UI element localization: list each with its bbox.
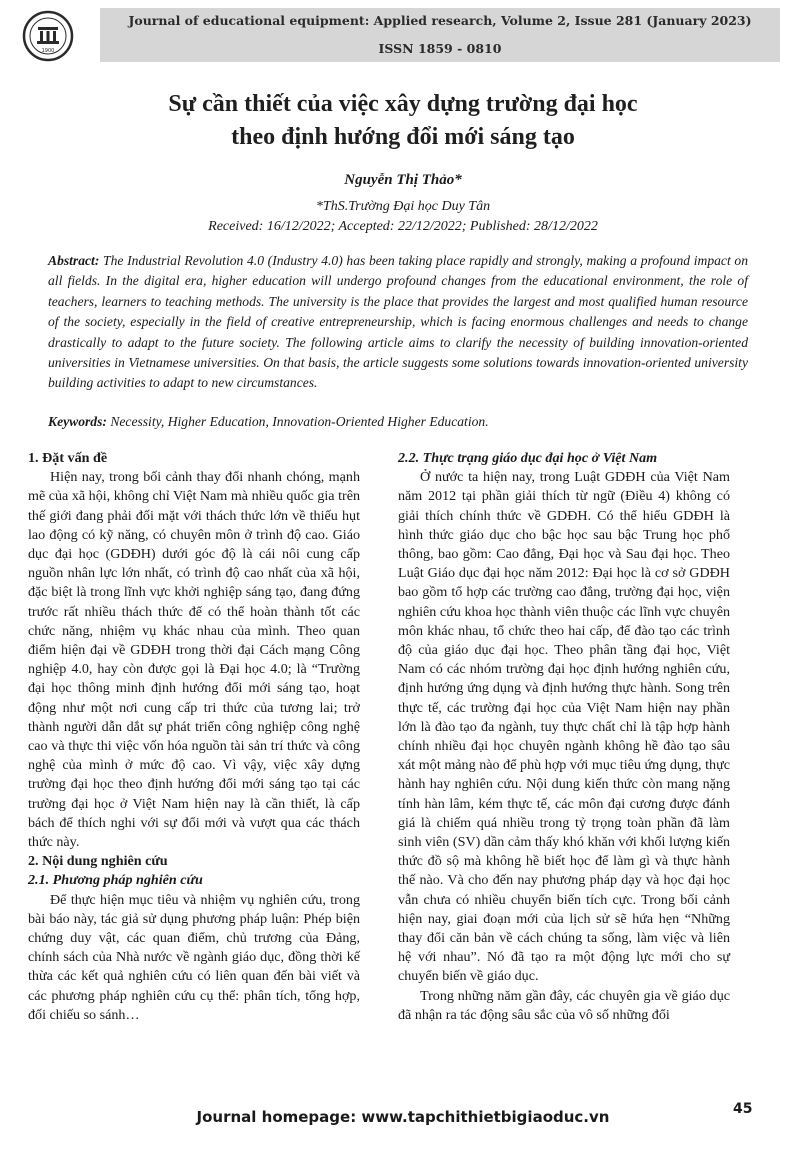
left-column (28, 449, 360, 1025)
subsection-heading-2-1: 2.1. Phương pháp nghiên cứu (28, 872, 203, 889)
paragraph: Để thực hiện mục tiêu và nhiệm vụ nghiên cứu, trong bài báo này, tác giả sử dụng phương pháp luận: Phép biện chứng duy vật, các quan điểm, chủ trương của Đảng, chính sách của Nhà nước về ngành giáo dục, đồng thời kế thừa các kết quả nghiên cứu có liên quan đến bài viết và các phương pháp nghiên cứu cụ thể: phân tích, tổng hợp, đối chiếu so sánh… (28, 891, 360, 1023)
title-line-1: Sự cần thiết của việc xây dựng trường đại học (168, 91, 638, 117)
author: Nguyễn Thị Thảo* (344, 172, 462, 188)
section-heading-2: 2. Nội dung nghiên cứu (28, 853, 168, 870)
article-title (0, 88, 806, 154)
publication-dates: Received: 16/12/2022; Accepted: 22/12/2022; Published: 28/12/2022 (208, 219, 598, 234)
paragraph: Trong những năm gần đây, các chuyên gia về giáo dục đã nhận ra tác động sâu sắc của vô số những đổi (398, 987, 730, 1023)
journal-citation: Journal of educational equipment: Applied research, Volume 2, Issue 281 (January 2023) (128, 13, 752, 28)
page-number: 45 (733, 1101, 753, 1117)
logo-year: 1900 (41, 48, 55, 54)
journal-logo (22, 10, 74, 62)
title-line-2: theo định hướng đổi mới sáng tạo (231, 124, 575, 150)
journal-homepage: Journal homepage: www.tapchithietbigiaoduc.vn (196, 1108, 610, 1126)
keywords-label: Keywords: (48, 414, 107, 429)
abstract-text: The Industrial Revolution 4.0 (Industry 4.0) has been taking place rapidly and strongly, making a profound impact on all fields. In the digital era, higher education will undergo profound changes from the educational environment, the role of teachers, learners to teaching methods. The university is the place that provides the largest and most qualified human resource of the society, especially in the field of creative entrepreneurship, which is facing enormous challenges and needs to change drastically to adapt to the future society. The following article aims to clarify the necessity of building innovation-oriented universities in Vietnamese universities. On that basis, the article suggests some solutions towards innovation-oriented university building activities to adapt to new circumstances. (48, 253, 748, 391)
abstract (48, 251, 748, 394)
section-heading-1: 1. Đặt vấn đề (28, 450, 108, 466)
right-column (398, 449, 730, 1025)
subsection-heading-2-2: 2.2. Thực trạng giáo dục đại học ở Việt Nam (398, 450, 658, 466)
paragraph: Ở nước ta hiện nay, trong Luật GDĐH của Việt Nam năm 2012 tại phần giải thích từ ngữ (Điều 4) không có giải thích chính thức về GDĐH. Có thể hiểu GDĐH là hình thức giáo dục cho bậc học sau bậc Trung học phổ thông, bao gồm: Cao đẳng, Đại học và Sau đại học. Theo Luật Giáo dục đại học năm 2012: Đại học là cơ sở GDĐH bao gồm tổ hợp các trường cao đẳng, trường đại học, viện nghiên cứu khoa học thành viên thuộc các lĩnh vực chuyên môn khác nhau, tổ chức theo hai cấp, để đào tạo các trình độ của giáo dục đại học. Theo phân tầng đại học, Việt Nam có các nhóm trường đại học định hướng nghiên cứu, định hướng ứng dụng và định hướng thực hành. Song trên thực tế, các trường đại học của Việt Nam hiện nay phần lớn là đào tạo đa ngành, tuy thực chất chỉ là tập hợp hành chính nhiều đại học chuyên ngành không hề đào tạo sâu xát một mảng nào để phù hợp với mục tiêu ứng dụng, thực hành hay nghiên cứu. Nội dung kiến thức còn mang nặng tính hàn lâm, kém thực tế, các môn đại cương được đánh giá là chiếm quá nhiều trong tỷ trọng toàn phần đã làm sinh viên (SV) dần cảm thấy khó khăn với khối lượng kiến thức đồ sộ mà không hề biết học để làm gì và thực hành thế nào. Và cho đến nay phương pháp dạy và học đại học vẫn chưa có nhiều chuyển biến tích cực. Trong bối cảnh hiện nay, giai đoạn mới của lịch sử sẽ hứa hẹn “Những thay đổi căn bản về cách chúng ta sống, làm việc và liên hệ với nhau”. Nó đã tạo ra một động lực mới cho sự chuyển biến về giáo dục. (398, 469, 730, 985)
keywords (48, 414, 748, 430)
keywords-text: Necessity, Higher Education, Innovation-Oriented Higher Education. (110, 414, 489, 429)
affiliation: *ThS.Trường Đại học Duy Tân (315, 199, 491, 214)
paragraph: Hiện nay, trong bối cảnh thay đổi nhanh chóng, mạnh mẽ của xã hội, không chỉ Việt Nam mà nhiều quốc gia trên thế giới đang phải đối mặt với thách thức lớn về thiếu hụt lao động có kỹ năng, có chuyên môn ở trình độ cao. Giáo dục đại học (GDĐH) dưới góc độ là cái nôi cung cấp nguồn nhân lực lớn nhất, có trình độ cao nhất của xã hội, đặc biệt là trong lĩnh vực khởi nghiệp sáng tạo, đang đứng trước rất nhiều thách thức để có thể hoàn thành tốt các chức năng, nhiệm vụ khác nhau của mình. Theo quan điểm hiện đại về GDĐH trong thời đại Cách mạng Công nghiệp 4.0, hay còn được gọi là Đại học 4.0; là “Trường đại học thông minh định hướng đổi mới sáng tạo, hoạt động như một nơi cung cấp tri thức của tương lai; trở thành người dẫn dắt sự phát triển công nghiệp công nghệ cao và thực thi việc vốn hóa nguồn tài sản trí thức và công nghệ của mình ở mức độ cao. Vì vậy, việc xây dựng trường đại học theo định hướng đổi mới sáng tạo tại các trường đại học ở Việt Nam hiện nay là cần thiết, là cấp bách để thích nghi với sự đổi mới và vượt qua các thách thức này. (28, 469, 360, 851)
abstract-label: Abstract: (48, 253, 100, 268)
issn: ISSN 1859 - 0810 (378, 41, 502, 56)
